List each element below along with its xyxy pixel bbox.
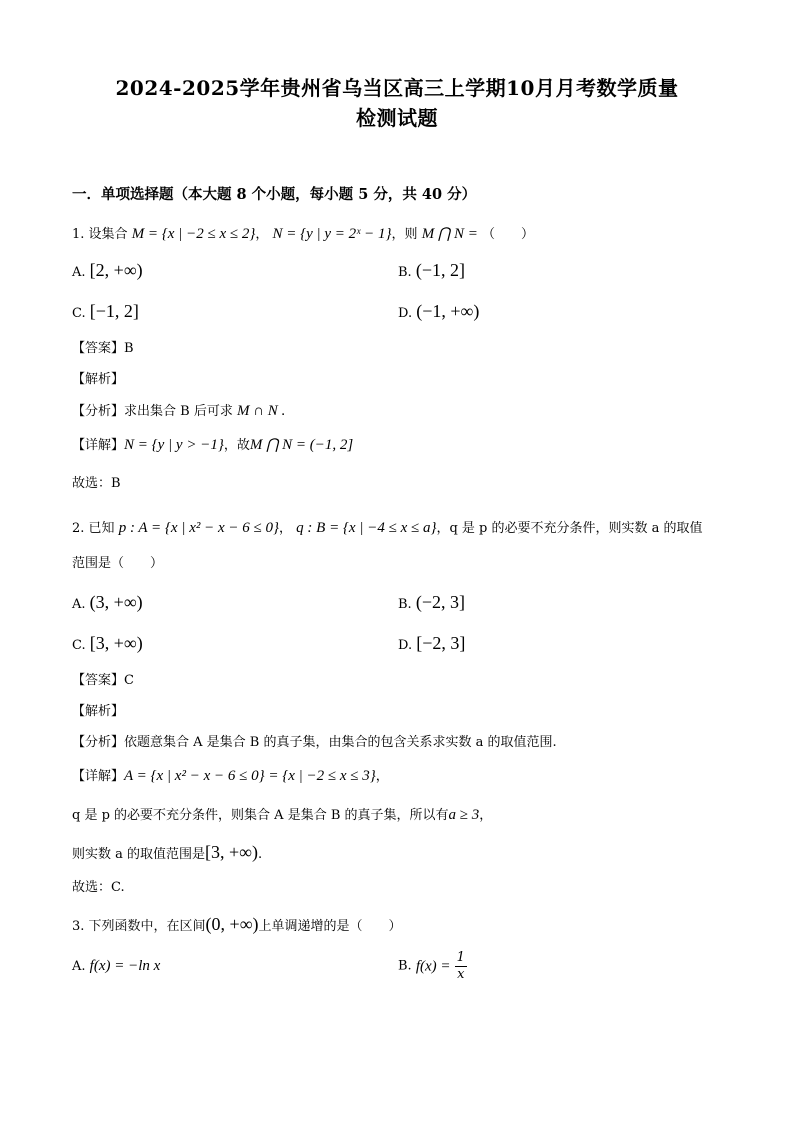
q3-option-b-label: B.	[398, 958, 412, 974]
q3-prefix: 3. 下列函数中，在区间	[72, 919, 206, 934]
q2-stem-line2: 范围是（ ）	[72, 556, 164, 571]
q1-analysis	[72, 403, 285, 420]
q2-detail-line3	[72, 844, 262, 863]
q1-option-c-label: C.	[72, 306, 86, 321]
q1-then: ，则	[391, 227, 418, 242]
q2-option-b-label: B.	[398, 597, 412, 612]
q2-option-d-value: [−2, 3]	[416, 633, 466, 653]
q2-detail-line3-math: [3, +∞)	[205, 842, 258, 862]
q2-option-d-label: D.	[398, 638, 413, 653]
q1-analysis-heading: 【解析】	[72, 372, 125, 387]
q2-detail-line2-text: q 是 p 的必要不充分条件，则集合 A 是集合 B 的真子集，所以有	[72, 808, 449, 823]
q3-option-a	[72, 958, 160, 975]
q2-prefix: 2. 已知	[72, 521, 115, 536]
q2-detail-line2-math: a ≥ 3	[448, 807, 480, 823]
q1-option-d-label: D.	[398, 306, 413, 321]
q3-suffix: 上单调递增的是（ ）	[258, 919, 402, 934]
q2-detail-line3-text: 则实数 a 的取值范围是	[72, 847, 206, 862]
q2-choice: 故选：C.	[72, 880, 125, 895]
q1-intersection: M ⋂ N =	[421, 226, 478, 242]
q1-analysis-math: M ∩ N .	[236, 403, 286, 419]
q2-option-c-value: [3, +∞)	[89, 633, 143, 653]
q2-detail-tag: 【详解】	[72, 769, 125, 784]
q3-option-b-numerator: 1	[456, 950, 465, 965]
q2-stem-line1	[72, 520, 703, 537]
document-title-line1: 2024-2025学年贵州省乌当区高三上学期10月月考数学质量	[115, 76, 679, 100]
q1-option-b	[398, 262, 465, 281]
q2-comma: ，	[279, 521, 293, 536]
q3-option-b-fraction	[455, 950, 467, 983]
q3-option-a-label: A.	[72, 959, 86, 974]
q2-option-a	[72, 594, 143, 613]
q2-rest1: ，q 是 p 的必要不充分条件，则实数 a 的取值	[436, 521, 703, 536]
q1-answer: 【答案】B	[72, 341, 134, 356]
q1-comma: ，	[255, 227, 269, 242]
document-title-line2: 检测试题	[356, 106, 438, 130]
q1-option-c	[72, 303, 139, 322]
q1-option-d	[398, 303, 479, 322]
q1-detail-tag: 【详解】	[72, 438, 125, 453]
q1-paren: （ ）	[482, 227, 535, 242]
q2-detail-line3-end: .	[258, 847, 263, 862]
q2-answer: 【答案】C	[72, 673, 134, 688]
q1-stem	[72, 226, 534, 243]
q1-option-c-value: [−1, 2]	[89, 301, 139, 321]
q2-option-a-label: A.	[72, 597, 86, 612]
q1-option-a	[72, 262, 143, 281]
q1-choice: 故选：B	[72, 476, 121, 491]
q3-option-a-value: f(x) = −ln x	[89, 958, 161, 974]
q2-p-definition: p : A = {x | x² − x − 6 ≤ 0}	[118, 520, 279, 536]
q1-analysis-tag: 【分析】	[72, 404, 125, 419]
q3-option-b-lhs: f(x) =	[415, 958, 451, 975]
q1-detail	[72, 437, 353, 454]
q3-option-b-denominator: x	[457, 967, 465, 982]
q3-option-b	[398, 950, 467, 983]
q2-option-c-label: C.	[72, 638, 86, 653]
q1-option-d-value: (−1, +∞)	[416, 301, 480, 321]
q1-detail-text: ，故	[223, 438, 250, 453]
q2-option-d	[398, 635, 465, 654]
q1-prefix: 1. 设集合	[72, 227, 128, 242]
q2-detail-line2-end: ，	[479, 808, 493, 823]
q1-option-a-value: [2, +∞)	[89, 260, 143, 280]
section-heading: 一．单项选择题（本大题 8 个小题，每小题 5 分，共 40 分）	[72, 186, 477, 203]
q2-detail	[72, 768, 389, 785]
q1-option-b-label: B.	[398, 265, 412, 280]
q1-detail-math2: M ⋂ N = (−1, 2]	[249, 437, 354, 453]
q2-analysis: 【分析】依题意集合 A 是集合 B 的真子集，由集合的包含关系求实数 a 的取值范围.	[72, 735, 557, 750]
q1-set-n: N = {y | y = 2ˣ − 1}	[272, 226, 392, 242]
q2-option-b	[398, 594, 465, 613]
q2-option-c	[72, 635, 143, 654]
q1-option-b-value: (−1, 2]	[415, 260, 465, 280]
q2-detail-comma: ，	[375, 769, 389, 784]
q2-option-b-value: (−2, 3]	[415, 592, 465, 612]
q3-stem	[72, 916, 402, 935]
q2-detail-math: A = {x | x² − x − 6 ≤ 0} = {x | −2 ≤ x ≤ 3}	[124, 768, 376, 784]
q2-q-definition: q : B = {x | −4 ≤ x ≤ a}	[296, 520, 437, 536]
q1-detail-math1: N = {y | y > −1}	[124, 437, 224, 453]
q1-option-a-label: A.	[72, 265, 86, 280]
q1-set-m: M = {x | −2 ≤ x ≤ 2}	[131, 226, 256, 242]
q3-interval: (0, +∞)	[205, 914, 259, 934]
q2-detail-line2	[72, 807, 492, 824]
q2-analysis-heading: 【解析】	[72, 704, 125, 719]
q1-analysis-text: 求出集合 B 后可求	[124, 404, 233, 419]
q2-option-a-value: (3, +∞)	[89, 592, 143, 612]
